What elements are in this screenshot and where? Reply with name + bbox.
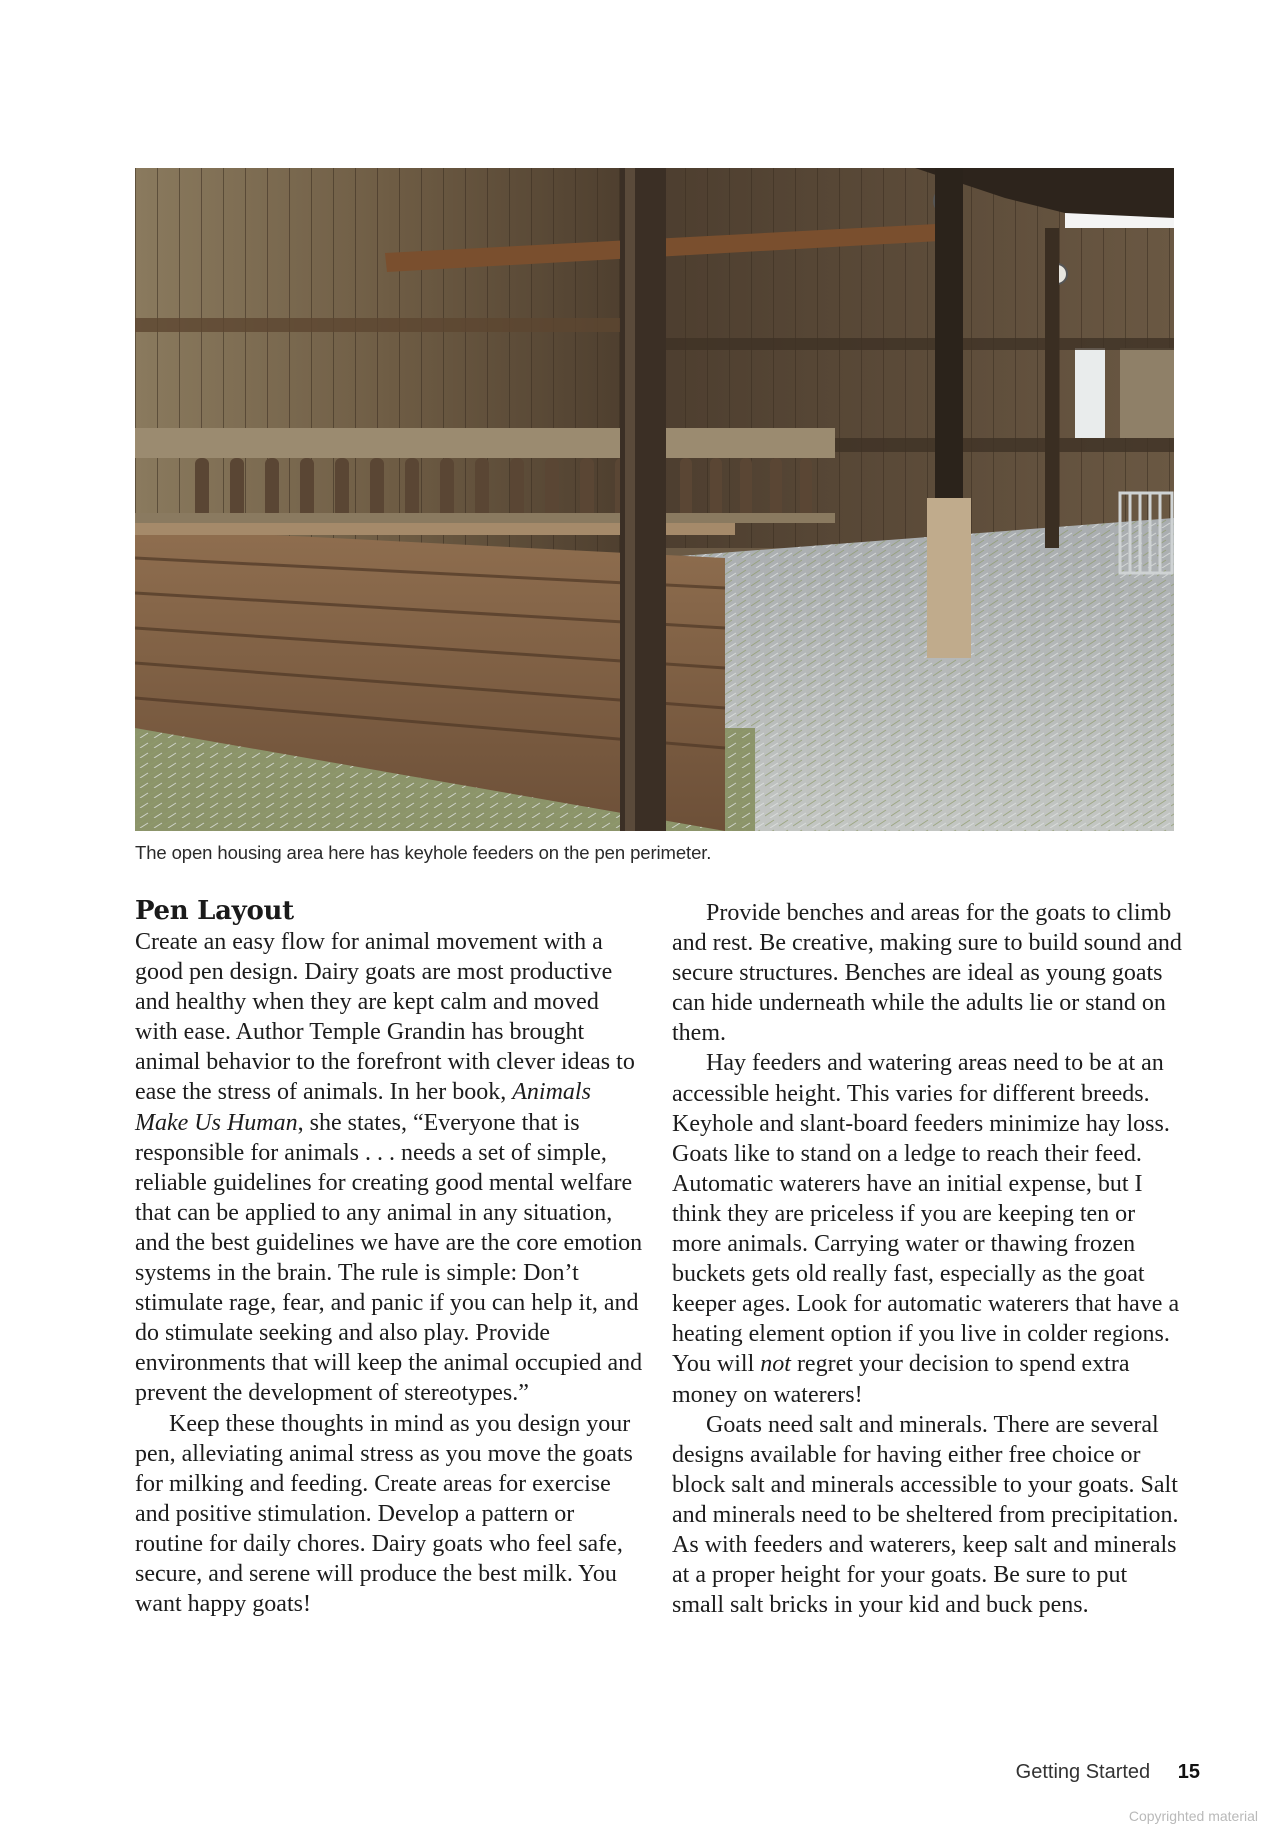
barn-pen-photo [135,168,1174,831]
right-p2-text: Hay feeders and watering areas need to be at an accessible height. This varies for different breeds. Keyhole and slant-board feeders minimize hay loss. Goats like to stand on a ledge to reach their feed. Automatic waterers have an initial expense, but I think they are priceless if you are keeping ten or more animals. Carrying water or thawing frozen buckets gets old really fast, especially as the goat keeper ages. Look for automatic waterers that have a heating element option if you live in colder regions. You will [672,1050,1180,1378]
right-paragraph-1: Provide benches and areas for the goats to climb and rest. Be creative, making sure to build sound and secure structures. Benches are ideal as young goats can hide underneath while the adults lie or stand on them. [672,900,1182,1047]
right-column [672,896,1182,1620]
section-heading: Pen Layout [135,896,294,926]
left-column [135,896,645,1619]
page-number: 15 [1177,1761,1200,1783]
right-p2-end: regret your decision to spend extra money on waterers! [672,1351,1130,1408]
copyright-notice: Copyrighted material [1128,1808,1258,1824]
left-paragraph-1 [135,927,645,1409]
emphasis-not: not [760,1351,791,1378]
figure-caption: The open housing area here has keyhole feeders on the pen perimeter. [135,842,712,863]
right-paragraph-2 [672,1048,1182,1409]
page-footer [1016,1761,1200,1784]
left-paragraph-2: Keep these thoughts in mind as you design your pen, alleviating animal stress as you move the goats for milking and feeding. Create areas for exercise and positive stimulation. Develop a pattern or routine for daily chores. Dairy goats who feel safe, secure, and serene will produce the best milk. You want happy goats! [135,1410,633,1618]
left-p1-quote: , she states, “Everyone that is responsible for animals . . . needs a set of simple, reliable guidelines for creating good mental welfare that can be applied to any animal in any situation, and the best guidelines we have are the core emotion systems in the brain. The rule is simple: Don’t stimulate rage, fear, and panic if you can help it, and do stimulate seeking and also play. Provide environments that will keep the animal occupied and prevent the development of stereotypes.” [135,1109,643,1407]
footer-section-title: Getting Started [1015,1761,1151,1783]
left-p1-text: Create an easy flow for animal movement with a good pen design. Dairy goats are most productive and healthy when they are kept calm and moved with ease. Author Temple Grandin has brought animal behavior to the forefront with clever ideas to ease the stress of animals. In her book, [135,929,635,1106]
right-paragraph-3: Goats need salt and minerals. There are several designs available for having either free choice or block salt and minerals accessible to your goats. Salt and minerals need to be sheltered from precipitation. As with feeders and waterers, keep salt and minerals at a proper height for your goats. Be sure to put small salt bricks in your kid and buck pens. [672,1411,1179,1619]
barn-interior-illustration [135,168,1174,831]
book-title: Animals Make Us Human [135,1079,591,1136]
